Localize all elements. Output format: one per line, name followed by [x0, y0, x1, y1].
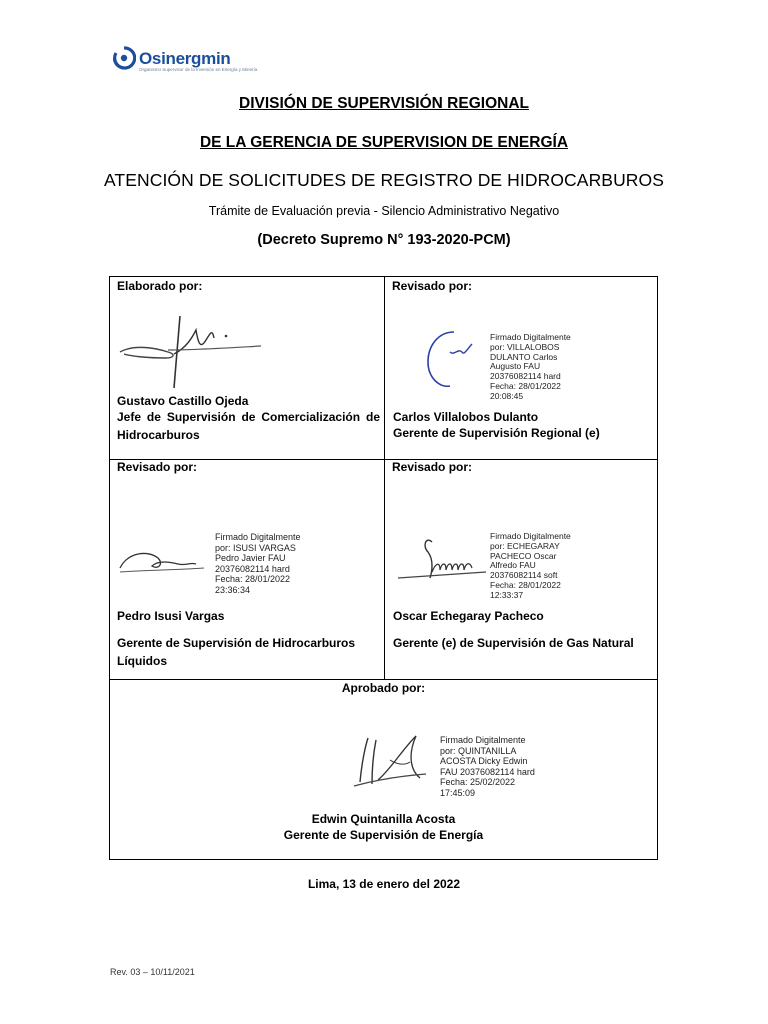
revisado-2-label: Revisado por:: [117, 460, 198, 474]
aprobado-name: Edwin Quintanilla Acosta: [311, 812, 456, 826]
revisado-3-name: Oscar Echegaray Pacheco: [393, 609, 544, 623]
table-vertical-divider: [384, 276, 385, 680]
document-subject: ATENCIÓN DE SOLICITUDES DE REGISTRO DE HIDROCARBUROS: [103, 170, 665, 190]
table-row-divider-2: [109, 679, 658, 680]
elaborado-role: Jefe de Supervisión de Comercialización de Hidrocarburos: [117, 410, 380, 442]
division-title: DIVISIÓN DE SUPERVISIÓN REGIONAL: [239, 95, 529, 112]
handwritten-signature-villalobos: [420, 326, 480, 392]
quintanilla-digital-signature-text: Firmado Digitalmente por: QUINTANILLA ACOSTA Dicky Edwin FAU 20376082114 hard Fecha: 25/02/2022 17:45:09: [440, 735, 535, 798]
osinergmin-emblem-icon: [112, 46, 136, 70]
revisado-1-name: Carlos Villalobos Dulanto: [393, 410, 539, 424]
procedure-type: Trámite de Evaluación previa - Silencio Administrativo Negativo: [208, 204, 560, 218]
aprobado-role: Gerente de Supervisión de Energía: [283, 828, 484, 842]
logo-tagline: Organismo Supervisor de la Inversión en Energía y Minería: [139, 67, 258, 72]
handwritten-signature-castillo: [116, 308, 266, 392]
elaborado-label: Elaborado por:: [117, 279, 203, 293]
handwritten-signature-echegaray: [396, 532, 488, 588]
isusi-digital-signature-text: Firmado Digitalmente por: ISUSI VARGAS Pedro Javier FAU 20376082114 hard Fecha: 28/01/2022 23:36:34: [215, 532, 301, 595]
aprobado-label: Aprobado por:: [341, 681, 426, 695]
management-title: DE LA GERENCIA DE SUPERVISION DE ENERGÍA: [199, 134, 569, 151]
revisado-3-label: Revisado por:: [392, 460, 473, 474]
osinergmin-logo: [112, 44, 258, 76]
revisado-1-label: Revisado por:: [392, 279, 473, 293]
villalobos-digital-signature-text: Firmado Digitalmente por: VILLALOBOS DULANTO Carlos Augusto FAU 20376082114 hard Fecha: 28/01/2022 20:08:45: [490, 332, 571, 401]
handwritten-signature-quintanilla: [350, 730, 430, 792]
revisado-2-name: Pedro Isusi Vargas: [117, 609, 225, 623]
decree-reference: (Decreto Supremo N° 193-2020-PCM): [257, 232, 511, 248]
echegaray-digital-signature-text: Firmado Digitalmente por: ECHEGARAY PACHECO Oscar Alfredo FAU 20376082114 soft Fecha: 28/01/2022 12:33:37: [490, 531, 571, 600]
revisado-2-role: Gerente de Supervisión de Hidrocarburos Líquidos: [117, 636, 356, 668]
handwritten-signature-isusi: [118, 542, 208, 582]
logo-name: Osinergmin: [139, 49, 231, 68]
revisado-3-role: Gerente (e) de Supervisión de Gas Natural: [393, 636, 634, 650]
revisado-1-role: Gerente de Supervisión Regional (e): [393, 426, 600, 440]
revision-number: Rev. 03 – 10/11/2021: [110, 967, 195, 977]
place-and-date: Lima, 13 de enero del 2022: [307, 877, 461, 891]
elaborado-name: Gustavo Castillo Ojeda: [117, 394, 249, 408]
